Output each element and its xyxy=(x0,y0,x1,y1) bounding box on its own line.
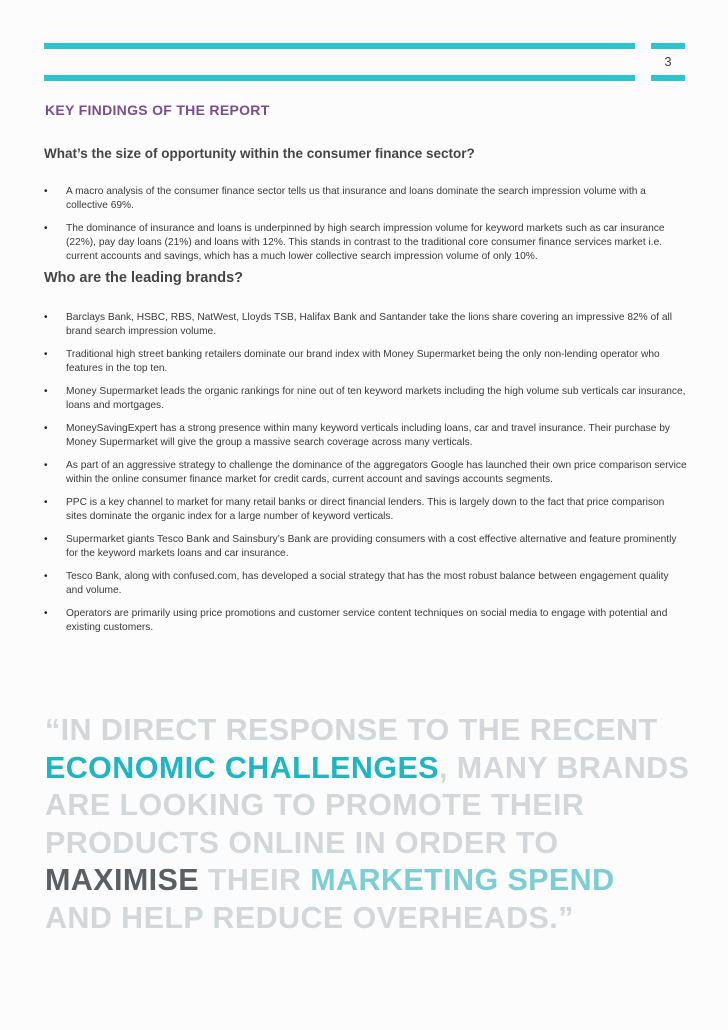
brands-bullet-list xyxy=(44,311,688,644)
quote-line-2 xyxy=(45,750,705,788)
header-rule-top-side xyxy=(651,43,685,49)
bullet-icon: • xyxy=(44,497,48,508)
list-item: • Supermarket giants Tesco Bank and Sainsbury’s Bank are providing consumers with a cost effective alternative and feature prominently for the keyword markets loans and car insurance. xyxy=(44,534,677,559)
list-item: • PPC is a key channel to market for many retail banks or direct financial lenders. This is largely down to the fact that price comparison sites dominate the organic index for a large number of keyword verticals. xyxy=(44,497,665,522)
list-item: • As part of an aggressive strategy to challenge the dominance of the aggregators Google has launched their own price comparison service within the online consumer finance market for credit cards, current account and savings accounts segments. xyxy=(44,460,687,485)
list-item: • MoneySavingExpert has a strong presence within many keyword verticals including loans, car and travel insurance. Their purchase by Money Supermarket will give the group a massive search coverage across many verticals. xyxy=(44,423,671,448)
quote-line-6: AND HELP REDUCE OVERHEADS.” xyxy=(45,900,574,935)
list-item: • Tesco Bank, along with confused.com, has developed a social strategy that has the most robust balance between engagement quality and volume. xyxy=(44,571,669,596)
list-item: • Operators are primarily using price promotions and customer service content techniques on social media to engage with potential and existing customers. xyxy=(44,608,668,633)
quote-line-5-mid: THEIR xyxy=(199,863,311,897)
quote-highlight-maximise: MAXIMISE xyxy=(45,863,200,897)
page-number: 3 xyxy=(664,54,672,69)
list-item: • A macro analysis of the consumer finance sector tells us that insurance and loans dominate the search impression volume with a collective 69%. xyxy=(44,186,646,211)
quote-line-2-rest: , MANY BRANDS xyxy=(438,750,690,785)
section-title: KEY FINDINGS OF THE REPORT xyxy=(45,102,270,118)
header-rule-bottom-side xyxy=(651,75,685,81)
question-heading-brands: Who are the leading brands? xyxy=(44,270,243,286)
bullet-icon: • xyxy=(44,223,48,234)
quote-line-5 xyxy=(45,862,705,900)
bullet-icon: • xyxy=(44,460,48,471)
header-rule-bottom xyxy=(44,75,635,81)
header-rule-top xyxy=(44,43,635,49)
bullet-icon: • xyxy=(44,312,48,323)
opportunity-bullet-list xyxy=(44,185,688,273)
pull-quote xyxy=(45,712,705,937)
quote-line-3: ARE LOOKING TO PROMOTE THEIR xyxy=(45,788,585,822)
list-item: • The dominance of insurance and loans is underpinned by high search impression volume for keyword markets such as car insurance (22%), pay day loans (21%) and loans with 12%. This stands in contrast to the traditional core consumer finance services market i.e. current accounts and savings, which has a much lower collective search impression volume of only 10%. xyxy=(44,223,665,262)
bullet-icon: • xyxy=(44,608,48,619)
quote-highlight-marketing-spend: MARKETING SPEND xyxy=(310,863,615,897)
list-item: • Money Supermarket leads the organic rankings for nine out of ten keyword markets including the high volume sub verticals car insurance, loans and mortgages. xyxy=(44,386,686,411)
bullet-icon: • xyxy=(44,349,48,360)
bullet-icon: • xyxy=(44,423,48,434)
quote-line-4: PRODUCTS ONLINE IN ORDER TO xyxy=(45,825,559,860)
bullet-icon: • xyxy=(44,386,48,397)
list-item: • Barclays Bank, HSBC, RBS, NatWest, Lloyds TSB, Halifax Bank and Santander take the lions share covering an impressive 82% of all brand search impression volume. xyxy=(44,312,673,337)
quote-line-1: “IN DIRECT RESPONSE TO THE RECENT xyxy=(45,713,658,747)
bullet-icon: • xyxy=(44,571,48,582)
question-heading-opportunity: What’s the size of opportunity within the consumer finance sector? xyxy=(44,146,475,161)
list-item: • Traditional high street banking retailers dominate our brand index with Money Supermarket being the only non-lending operator who features in the top ten. xyxy=(44,349,660,374)
bullet-icon: • xyxy=(44,186,48,197)
quote-highlight-economic-challenges: ECONOMIC CHALLENGES xyxy=(45,750,439,785)
bullet-icon: • xyxy=(44,534,48,545)
